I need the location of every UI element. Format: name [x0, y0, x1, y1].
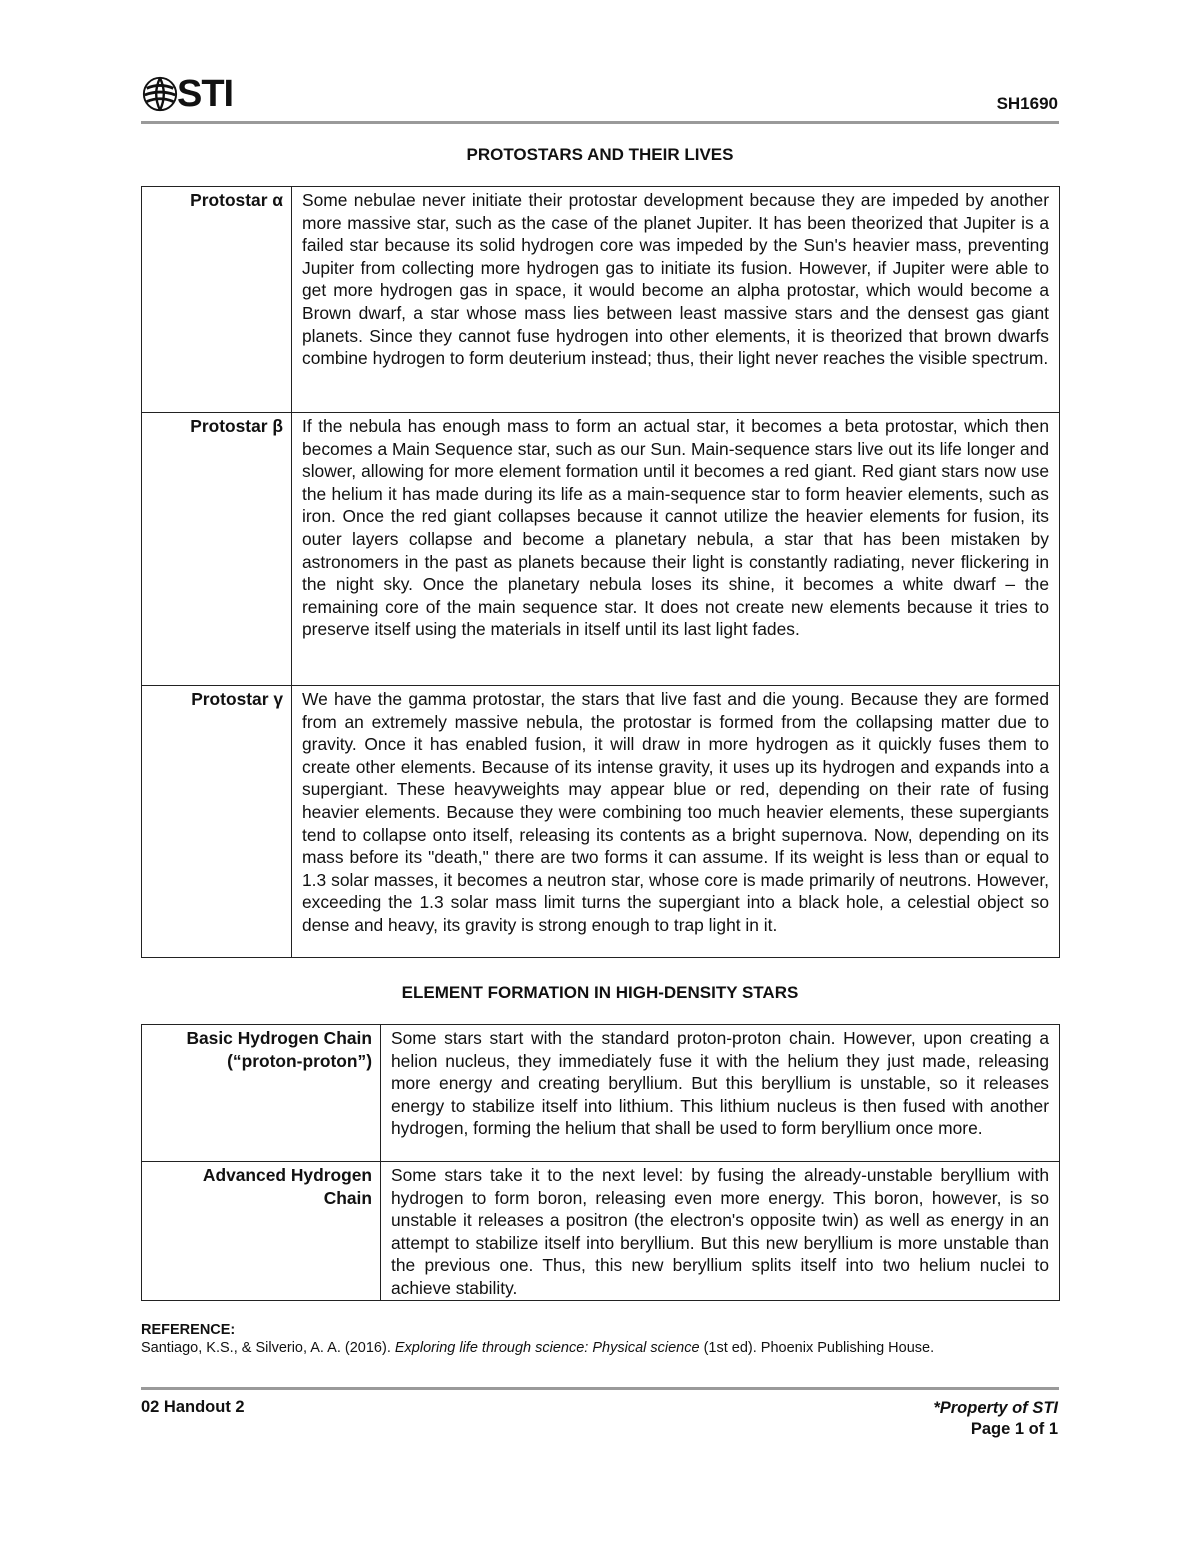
reference-publisher: (1st ed). Phoenix Publishing House.: [703, 1340, 935, 1356]
sti-logo: [141, 74, 233, 114]
row-label-line: (“proton-proton”): [227, 1050, 372, 1071]
row-label: Protostar α: [142, 187, 292, 413]
globe-icon: [141, 75, 179, 113]
row-label-line: Basic Hydrogen Chain: [186, 1028, 372, 1048]
element-formation-table: [141, 1024, 1060, 1301]
row-label-line: Advanced Hydrogen: [202, 1165, 372, 1185]
row-label: Protostar β: [142, 413, 292, 686]
handout-label: 02 Handout 2: [141, 1398, 245, 1416]
section-title-protostars: PROTOSTARS AND THEIR LIVES: [466, 145, 734, 164]
section-title-element-formation: ELEMENT FORMATION IN HIGH-DENSITY STARS: [401, 983, 799, 1002]
document-code: SH1690: [996, 94, 1058, 113]
table-row: [142, 413, 1060, 686]
row-label: Protostar γ: [142, 686, 292, 958]
table-row: [142, 187, 1060, 413]
header-divider: [141, 121, 1059, 124]
row-text: Some stars take it to the next level: by fusing the already-unstable beryllium with hydrogen to form boron, releasing even more energy. This boron, however, is so unstable it releases a positron (the electron's opposite twin) as well as energy in an attempt to stabilize itself into beryllium. But this new beryllium is more unstable than the previous one. Thus, this new beryllium splits itself into two helium nuclei to achieve stability.: [381, 1162, 1060, 1301]
page-number: Page 1 of 1: [970, 1420, 1058, 1438]
table-row: [142, 686, 1060, 958]
row-text: We have the gamma protostar, the stars that live fast and die young. Because they are formed from an extremely massive nebula, the protostar is formed from the collapsing matter due to gravity. Once it has enabled fusion, it will draw in more hydrogen as it quickly fuses them to create other elements. Because of its intense gravity, it uses up its hydrogen and expands into a supergiant. These heavyweights may appear blue or red, depending on their rate of fusing heavier elements. Because they were combining too much heavier elements, these supergiants tend to collapse onto itself, releasing its contents as a bright supernova. Now, depending on its mass before its "death," there are two forms it can assume. If its weight is less than or equal to 1.3 solar masses, it becomes a neutron star, whose core is made primarily of neutrons. However, exceeding the 1.3 solar mass limit turns the supergiant into a black hole, a celestial object so dense and heavy, its gravity is strong enough to trap light in it.: [292, 686, 1060, 958]
footer-right: [933, 1398, 1058, 1440]
row-label: [142, 1162, 381, 1301]
row-text: Some stars start with the standard proton-proton chain. However, upon creating a helion nucleus, they immediately fuse it with the helium they just made, releasing more energy and creating beryllium. But this beryllium is unstable, so it releases energy to stabilize itself into lithium. This lithium nucleus is then fused with another hydrogen, forming the helium that shall be used to form beryllium once more.: [381, 1025, 1060, 1162]
row-text: Some nebulae never initiate their protostar development because they are impeded by another more massive star, such as the case of the planet Jupiter. It has been theorized that Jupiter is a failed star because its solid hydrogen core was impeded by the Sun's heavier mass, preventing Jupiter from collecting more hydrogen gas to initiate its fusion. However, if Jupiter were able to get more hydrogen gas in space, it would become an alpha protostar, which would become a Brown dwarf, a star whose mass lies between least massive stars and the densest gas giant planets. Since they cannot fuse hydrogen into other elements, it is theorized that brown dwarfs combine hydrogen to form deuterium instead; thus, their light never reaches the visible spectrum.: [292, 187, 1060, 413]
logo-text: STI: [177, 73, 234, 115]
row-label-line: Chain: [323, 1187, 372, 1208]
property-notice: *Property of STI: [933, 1399, 1058, 1417]
reference-title: Exploring life through science: Physical science: [394, 1340, 700, 1356]
reference-authors: Santiago, K.S., & Silverio, A. A. (2016).: [141, 1340, 391, 1356]
footer-divider: [141, 1387, 1059, 1390]
reference-citation: [141, 1340, 934, 1356]
table-row: [142, 1025, 1060, 1162]
reference-heading: REFERENCE:: [141, 1322, 236, 1338]
row-text: If the nebula has enough mass to form an actual star, it becomes a beta protostar, which then becomes a Main Sequence star, such as our Sun. Main-sequence stars live out its life longer and slower, allowing for more element formation until it becomes a red giant. Red giant stars now use the helium it has made during its life as a main-sequence star to form heavier elements, such as iron. Once the red giant collapses because it cannot utilize the heavier elements for fusion, its outer layers collapse and become a planetary nebula, a star that has been mistaken by astronomers in the past as planets because their light is constantly radiating, never flickering in the night sky. Once the planetary nebula loses its shine, it becomes a white dwarf – the remaining core of the main sequence star. It does not create new elements because it tries to preserve itself using the materials in itself until its last light fades.: [292, 413, 1060, 686]
table-row: [142, 1162, 1060, 1301]
row-label: [142, 1025, 381, 1162]
protostars-table: [141, 186, 1060, 958]
